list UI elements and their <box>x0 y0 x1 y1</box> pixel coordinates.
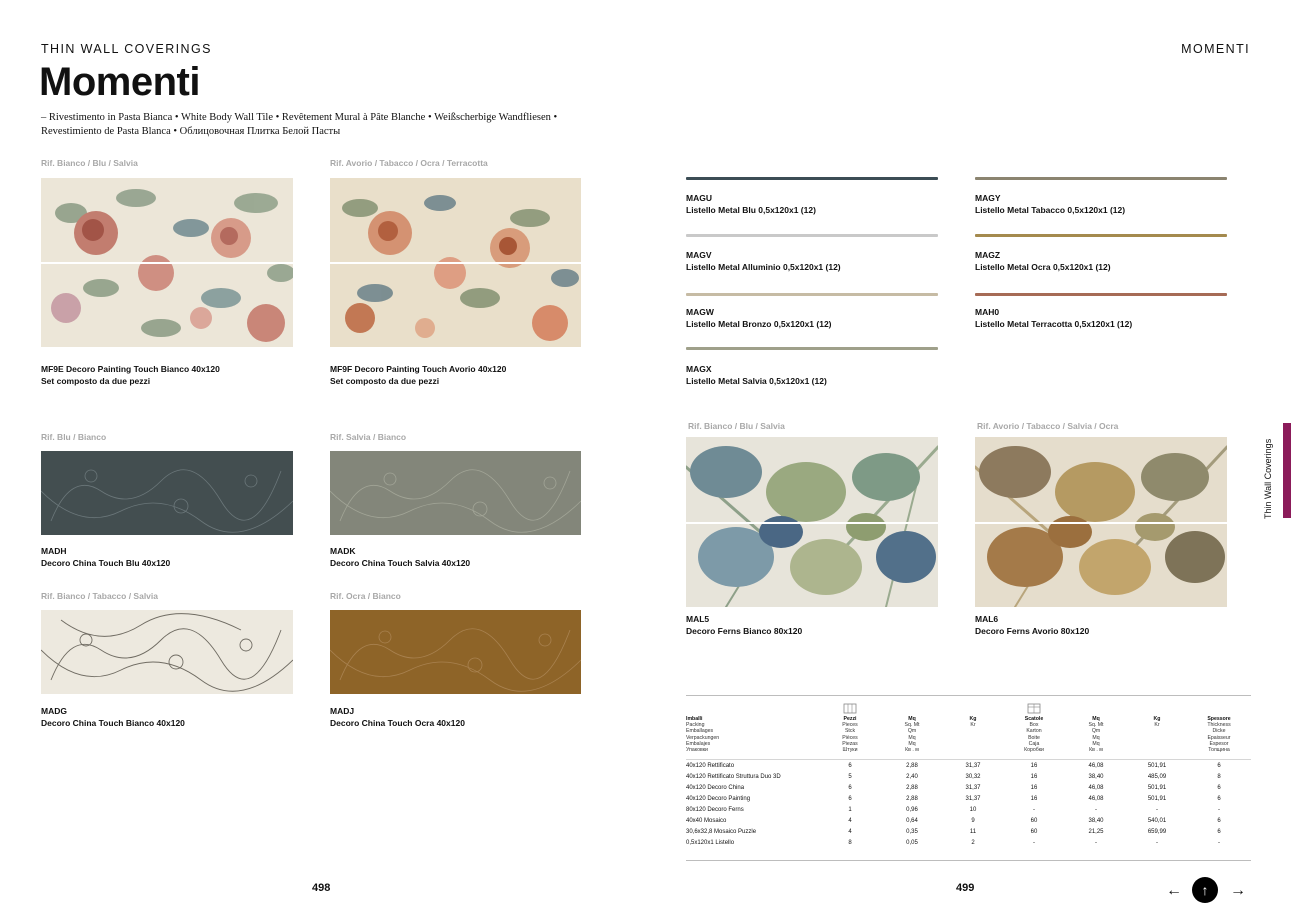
header-line: Упаковки <box>686 747 708 754</box>
arrow-left-icon[interactable]: ← <box>1166 882 1182 899</box>
table-row-label: 40x120 Decoro Painting <box>686 796 751 802</box>
header-line: Kr <box>1154 722 1160 729</box>
table-cell: 0,35 <box>906 829 918 835</box>
listello-caption <box>686 250 841 273</box>
listello-swatch-ocra <box>975 234 1227 237</box>
product-caption <box>330 546 470 569</box>
table-cell: 2 <box>971 840 975 846</box>
tile-split-line <box>975 522 1227 524</box>
listello-code: MAGZ <box>975 250 1001 260</box>
arrow-right-icon[interactable]: → <box>1230 882 1246 899</box>
carton-icon <box>1027 702 1041 714</box>
tile-split-line <box>41 262 293 264</box>
table-cell: 0,96 <box>906 807 918 813</box>
toile-pattern-image <box>330 451 581 535</box>
header-line: Box <box>1029 722 1039 729</box>
table-cell: 31,37 <box>965 763 981 769</box>
header-line: Stck <box>844 728 856 735</box>
table-cell: 10 <box>969 807 977 813</box>
rif-label: Rif. Salvia / Bianco <box>330 432 407 442</box>
rif-label: Rif. Avorio / Tabacco / Salvia / Ocra <box>977 421 1119 431</box>
table-cell: 46,08 <box>1088 763 1104 769</box>
product-caption <box>41 546 170 569</box>
listello-code: MAGW <box>686 307 714 317</box>
header-line: Mq <box>908 740 916 747</box>
table-cell: 4 <box>848 818 852 824</box>
header-line: Коробки <box>1024 747 1044 754</box>
listello-name: Listello Metal Salvia 0,5x120x1 (12) <box>686 375 827 386</box>
table-cell: 659,99 <box>1147 829 1167 835</box>
header-line: Scatole <box>1024 716 1044 722</box>
table-cell: 9 <box>971 818 975 824</box>
listello-code: MAH0 <box>975 307 1000 317</box>
table-row-label: 30,6x32,8 Mosaico Puzzle <box>686 829 757 835</box>
listello-code: MAGY <box>975 193 1001 203</box>
subtitle-line-2: Revestimiento de Pasta Blanca • Облицовочная Плитка Белой Пасты <box>41 126 341 137</box>
header-line: Mq <box>1092 740 1100 747</box>
listello-name: Listello Metal Bronzo 0,5x120x1 (12) <box>686 318 832 329</box>
table-cell: 8 <box>848 840 852 846</box>
table-cell: 2,40 <box>906 774 918 780</box>
table-cell: 38,40 <box>1088 774 1104 780</box>
header-line: Packing <box>686 722 705 729</box>
table-cell: 6 <box>1217 785 1221 791</box>
china-bianco-tile <box>41 610 293 694</box>
product-code: MADH <box>41 546 67 556</box>
arrow-up-icon[interactable]: ↑ <box>1192 877 1218 903</box>
table-header-rule <box>686 759 1251 760</box>
product-caption <box>41 706 185 729</box>
table-cell: 30,32 <box>965 774 981 780</box>
table-cell: 5 <box>848 774 852 780</box>
table-cell: - <box>1033 840 1035 846</box>
table-header-spessore <box>1189 716 1249 753</box>
table-cell: 2,88 <box>906 763 918 769</box>
table-top-rule <box>686 695 1251 696</box>
header-line: Spessore <box>1207 716 1231 722</box>
table-cell: - <box>1218 840 1220 846</box>
table-cell: 60 <box>1030 818 1038 824</box>
header-line: Pieces <box>842 722 858 729</box>
header-line: Кв . м <box>1089 747 1103 754</box>
header-line: Штуки <box>842 747 858 754</box>
product-caption <box>330 364 506 387</box>
tile-split-line <box>686 522 938 524</box>
listello-name: Listello Metal Tabacco 0,5x120x1 (12) <box>975 204 1126 215</box>
header-line: Sq. Mt <box>1088 722 1104 729</box>
product-caption <box>975 614 1089 637</box>
page-title: Momenti <box>39 60 200 104</box>
rif-label: Rif. Ocra / Bianco <box>330 591 401 601</box>
listello-caption <box>975 250 1111 273</box>
header-line: Caja <box>1028 740 1040 747</box>
table-cell: 485,09 <box>1147 774 1167 780</box>
table-cell: 1 <box>848 807 852 813</box>
header-line: Piezas <box>842 740 858 747</box>
table-cell: 6 <box>848 785 852 791</box>
header-line: Verpackungen <box>686 734 720 741</box>
table-row-label: 0,5x120x1 Listello <box>686 840 735 846</box>
tile-split-line <box>330 262 581 264</box>
header-line: Mq <box>1092 716 1100 722</box>
table-cell: 21,25 <box>1088 829 1104 835</box>
header-line: Mq <box>908 734 916 741</box>
side-tab-label: Thin Wall Coverings <box>1263 438 1273 519</box>
listello-swatch-alluminio <box>686 234 938 237</box>
header-line: Espesor <box>1209 740 1229 747</box>
table-row-label: 40x40 Mosaico <box>686 818 727 824</box>
toile-pattern-image <box>41 451 293 535</box>
china-ocra-tile <box>330 610 581 694</box>
header-line: Karton <box>1026 728 1042 735</box>
table-cell: 46,08 <box>1088 796 1104 802</box>
table-cell: - <box>1095 807 1097 813</box>
section-label: THIN WALL COVERINGS <box>41 42 212 56</box>
table-cell: 6 <box>1217 763 1221 769</box>
painting-bianco-tile <box>41 178 293 347</box>
product-name: Decoro China Touch Ocra 40x120 <box>330 717 465 728</box>
brand-label: MOMENTI <box>1181 42 1250 56</box>
side-tab-marker <box>1283 423 1291 518</box>
china-blu-tile <box>41 451 293 535</box>
table-bottom-rule <box>686 860 1251 861</box>
rif-label: Rif. Bianco / Blu / Salvia <box>41 158 138 168</box>
header-line: Qm <box>1091 728 1101 735</box>
header-line: Kg <box>969 716 977 722</box>
table-cell: 11 <box>969 829 977 835</box>
rif-label: Rif. Bianco / Tabacco / Salvia <box>41 591 158 601</box>
table-cell: - <box>1095 840 1097 846</box>
product-name: Decoro China Touch Salvia 40x120 <box>330 557 471 568</box>
listello-swatch-tabacco <box>975 177 1227 180</box>
header-line: Кв . м <box>905 747 919 754</box>
product-code: MAL6 <box>975 614 999 624</box>
listello-name: Listello Metal Terracotta 0,5x120x1 (12) <box>975 318 1133 329</box>
header-line: Epaisseur <box>1207 734 1231 741</box>
table-cell: 60 <box>1030 829 1038 835</box>
painting-avorio-tile <box>330 178 581 347</box>
product-code: MADK <box>330 546 356 556</box>
listello-name: Listello Metal Blu 0,5x120x1 (12) <box>686 204 816 215</box>
listello-code: MAGV <box>686 250 712 260</box>
table-header-scatole <box>1004 716 1064 753</box>
product-caption <box>41 364 220 387</box>
table-header-imballi <box>686 716 719 753</box>
table-row-label: 40x120 Rettificato Struttura Duo 3D <box>686 774 781 780</box>
product-desc: Set composto da due pezzi <box>330 375 440 386</box>
table-cell: 31,37 <box>965 785 981 791</box>
table-cell: 0,05 <box>906 840 918 846</box>
product-name: Decoro Ferns Bianco 80x120 <box>686 625 803 636</box>
table-cell: 501,91 <box>1147 763 1167 769</box>
listello-name: Listello Metal Ocra 0,5x120x1 (12) <box>975 261 1111 272</box>
table-cell: 6 <box>1217 829 1221 835</box>
table-header-mq2 <box>1066 716 1126 753</box>
listello-caption <box>975 307 1132 330</box>
china-salvia-tile <box>330 451 581 535</box>
subtitle <box>41 111 601 139</box>
toile-pattern-image <box>330 610 581 694</box>
listello-caption <box>686 307 832 330</box>
table-cell: 16 <box>1030 785 1038 791</box>
header-line: Mq <box>908 716 916 722</box>
table-cell: 8 <box>1217 774 1221 780</box>
product-desc: Set composto da due pezzi <box>41 375 151 386</box>
product-code: MAL5 <box>686 614 710 624</box>
listello-swatch-blu <box>686 177 938 180</box>
listello-swatch-terracotta <box>975 293 1227 296</box>
table-row-label: 40x120 Decoro China <box>686 785 745 791</box>
table-cell: 16 <box>1030 796 1038 802</box>
product-caption <box>330 706 465 729</box>
table-cell: 6 <box>848 763 852 769</box>
rif-label: Rif. Avorio / Tabacco / Ocra / Terracotta <box>330 158 488 168</box>
ferns-bianco-tile <box>686 437 938 607</box>
table-cell: - <box>1033 807 1035 813</box>
page-number-right: 499 <box>956 882 975 894</box>
table-cell: 38,40 <box>1088 818 1104 824</box>
product-name: Decoro China Touch Bianco 40x120 <box>41 717 185 728</box>
header-line: Pezzi <box>843 716 857 722</box>
table-cell: - <box>1218 807 1220 813</box>
header-line: Thickness <box>1207 722 1231 729</box>
table-header-pezzi <box>820 716 880 753</box>
table-header-kg2 <box>1127 716 1187 728</box>
table-cell: 501,91 <box>1147 796 1167 802</box>
rif-label: Rif. Blu / Bianco <box>41 432 107 442</box>
product-code-name: MF9F Decoro Painting Touch Avorio 40x120 <box>330 364 507 374</box>
product-caption <box>686 614 802 637</box>
table-cell: 6 <box>848 796 852 802</box>
table-cell: 4 <box>848 829 852 835</box>
product-code: MADJ <box>330 706 355 716</box>
header-line: Qm <box>907 728 917 735</box>
header-line: Kg <box>1153 716 1161 722</box>
table-cell: 2,88 <box>906 796 918 802</box>
listello-caption <box>686 364 827 387</box>
listello-caption <box>686 193 816 216</box>
listello-swatch-salvia <box>686 347 938 350</box>
toile-pattern-image <box>41 610 293 694</box>
product-name: Decoro Ferns Avorio 80x120 <box>975 625 1090 636</box>
header-line: Pièces <box>842 734 858 741</box>
header-line: Mq <box>1092 734 1100 741</box>
product-code-name: MF9E Decoro Painting Touch Bianco 40x120 <box>41 364 220 374</box>
product-code: MADG <box>41 706 67 716</box>
table-row-label: 80x120 Decoro Ferns <box>686 807 744 813</box>
ferns-avorio-tile <box>975 437 1227 607</box>
table-header-mq1 <box>882 716 942 753</box>
table-cell: 6 <box>1217 796 1221 802</box>
table-cell: 501,91 <box>1147 785 1167 791</box>
listello-code: MAGX <box>686 364 712 374</box>
table-cell: - <box>1156 840 1158 846</box>
table-cell: 0,64 <box>906 818 918 824</box>
table-cell: - <box>1156 807 1158 813</box>
rif-label: Rif. Bianco / Blu / Salvia <box>688 421 785 431</box>
header-line: Dicke <box>1212 728 1226 735</box>
listello-swatch-bronzo <box>686 293 938 296</box>
table-header-kg1 <box>943 716 1003 728</box>
box-stack-icon <box>843 702 857 714</box>
table-cell: 2,88 <box>906 785 918 791</box>
table-cell: 6 <box>1217 818 1221 824</box>
listello-name: Listello Metal Alluminio 0,5x120x1 (12) <box>686 261 841 272</box>
header-line: Boite <box>1028 734 1040 741</box>
header-line: Kr <box>970 722 976 729</box>
table-cell: 46,08 <box>1088 785 1104 791</box>
table-cell: 540,01 <box>1147 818 1167 824</box>
header-line: Emballages <box>686 728 714 735</box>
header-line: Толщина <box>1208 747 1230 754</box>
table-cell: 31,37 <box>965 796 981 802</box>
header-line: Embalajes <box>686 740 711 747</box>
listello-code: MAGU <box>686 193 712 203</box>
header-line: Imballi <box>686 716 703 722</box>
subtitle-line-1: – Rivestimento in Pasta Bianca • White Body Wall Tile • Revêtement Mural à Pâte Blanche • Weißscherbige Wandfliesen • <box>41 112 558 123</box>
page-number-left: 498 <box>312 882 331 894</box>
product-name: Decoro China Touch Blu 40x120 <box>41 557 171 568</box>
table-cell: 16 <box>1030 763 1038 769</box>
table-cell: 16 <box>1030 774 1038 780</box>
header-line: Sq. Mt <box>904 722 920 729</box>
listello-caption <box>975 193 1125 216</box>
table-row-label: 40x120 Rettificato <box>686 763 735 769</box>
